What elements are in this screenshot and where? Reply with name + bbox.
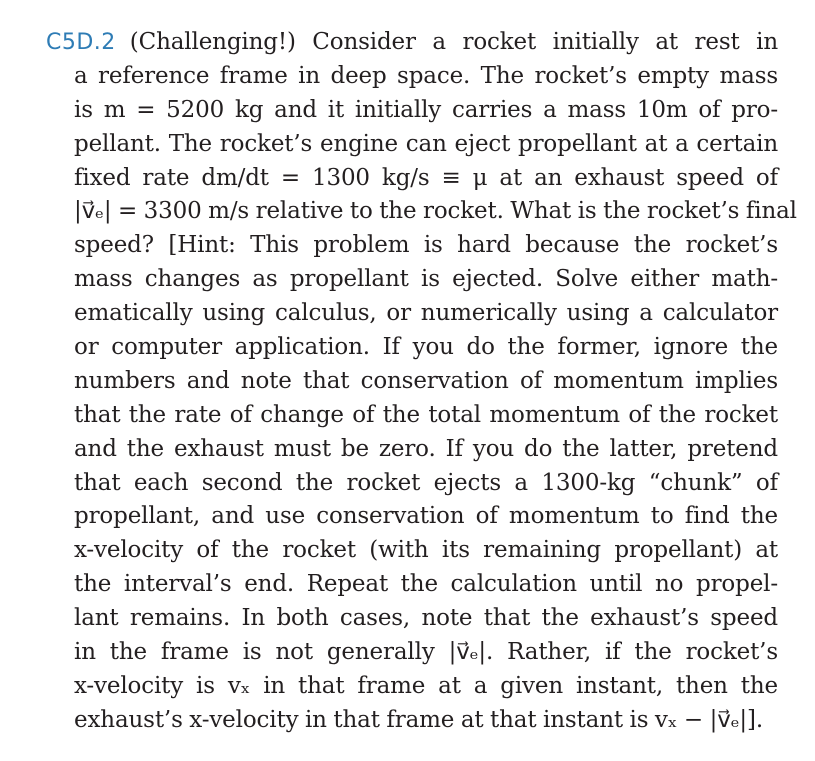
problem-line-17: the interval’s end. Repeat the calculation until no propel- [74, 571, 778, 598]
problem-line-6: |v⃗ₑ| = 3300 m/s relative to the rocket. What is the rocket’s final [74, 198, 797, 225]
problem-line-20: x-velocity is vₓ in that frame at a given instant, then the [74, 672, 778, 699]
problem-label: C5D.2 [46, 30, 116, 55]
problem-line-14: that each second the rocket ejects a 1300-kg “chunk” of [74, 469, 778, 496]
problem-line-21: exhaust’s x-velocity in that frame at that instant is vₓ − |v⃗ₑ|]. [74, 706, 764, 733]
problem-line-3: is m = 5200 kg and it initially carries a mass 10m of pro- [74, 96, 778, 123]
problem-line-7: speed? [Hint: This problem is hard because the rocket’s [74, 232, 778, 259]
problem-block [46, 26, 797, 738]
problem-line-11: numbers and note that conservation of momentum implies [74, 367, 778, 394]
problem-line-8: mass changes as propellant is ejected. Solve either math- [74, 266, 778, 293]
problem-text-line-1: (Challenging!) Consider a rocket initially at rest in [129, 29, 778, 55]
problem-line-18: lant remains. In both cases, note that the exhaust’s speed [74, 605, 778, 632]
problem-line-13: and the exhaust must be zero. If you do the latter, pretend [74, 435, 778, 462]
problem-line-15: propellant, and use conservation of momentum to find the [74, 503, 778, 530]
problem-line-16: x-velocity of the rocket (with its remaining propellant) at [74, 537, 778, 564]
problem-line-19: in the frame is not generally |v⃗ₑ|. Rather, if the rocket’s [74, 639, 778, 666]
problem-line-9: ematically using calculus, or numerically using a calculator [74, 300, 778, 327]
problem-line-2: a reference frame in deep space. The rocket’s empty mass [74, 62, 778, 89]
problem-line-10: or computer application. If you do the former, ignore the [74, 334, 778, 361]
problem-line-12: that the rate of change of the total momentum of the rocket [74, 401, 778, 428]
problem-line-1 [46, 26, 778, 60]
problem-line-4: pellant. The rocket’s engine can eject propellant at a certain [74, 130, 778, 157]
problem-line-5: fixed rate dm/dt = 1300 kg/s ≡ μ at an exhaust speed of [74, 164, 778, 191]
